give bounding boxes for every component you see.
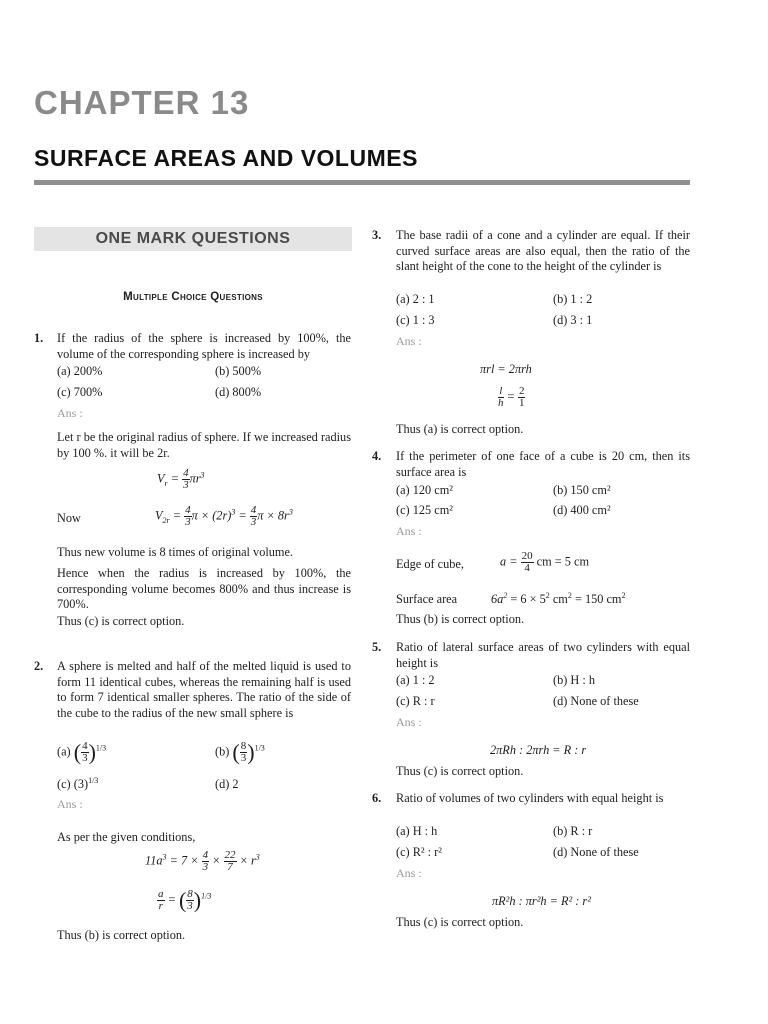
option-label: (b)	[215, 744, 230, 759]
solution-text: Thus (c) is correct option.	[396, 764, 524, 778]
solution-text: Hence when the radius is increased by 100%, the corresponding volume becomes 800% and thus increase is 700%.	[57, 566, 351, 612]
solution-text: Thus (b) is correct option.	[396, 612, 525, 626]
answer-label: Ans :	[396, 866, 422, 880]
equation: $V_r$ = $\frac{4}{3}$ $\pi r^3$	[157, 467, 205, 491]
question-number: 2.	[34, 659, 44, 673]
question-number: 6.	[372, 791, 382, 805]
option-a: (a) H : h	[396, 824, 438, 838]
frac-denominator: 3	[82, 752, 88, 764]
equation: a = $\frac{20}{4}$ cm = 5 cm	[500, 550, 590, 574]
question-text: Ratio of volumes of two cylinders with equal height is	[396, 791, 664, 805]
frac-numerator: 8	[240, 740, 247, 752]
equation: 2πRh : 2πrh = R : r	[490, 743, 587, 757]
question-number: 3.	[372, 228, 382, 242]
solution-text: Thus (b) is correct option.	[57, 928, 186, 942]
question-number: 4.	[372, 449, 382, 463]
option-d: (d) 400 cm²	[553, 503, 611, 517]
answer-label: Ans :	[396, 334, 422, 348]
option-b: (b) H : h	[553, 673, 596, 687]
surface-area-label: Surface area	[396, 592, 458, 606]
option-a: (a) 200%	[57, 364, 103, 378]
frac-numerator: 4	[82, 740, 88, 752]
exponent: 1/3	[95, 743, 107, 753]
equation: $\frac{l}{h}$ = $\frac{2}{1}$	[498, 385, 525, 409]
answer-label: Ans :	[396, 715, 422, 729]
option-c: (c) R² : r²	[396, 845, 442, 859]
eq-subscript: 2r	[162, 515, 170, 525]
option-b: (b) 1 : 2	[553, 292, 593, 306]
eq-lhs: V	[155, 508, 163, 523]
option-label: (a)	[57, 744, 71, 759]
option-a: (a) 2 : 1	[396, 292, 435, 306]
question-text: A sphere is melted and half of the melted liquid is used to form 11 identical cubes, whereas the remaining half is used to form 7 identical smaller spheres. The ratio of the side of the cube to the radius of the new small sphere is	[57, 659, 351, 720]
option-c: (c) R : r	[396, 694, 435, 708]
section-banner: ONE MARK QUESTIONS	[34, 227, 352, 251]
solution-text: Thus (c) is correct option.	[57, 614, 185, 628]
option-label: (c) (3)	[57, 777, 89, 791]
chapter-title: SURFACE AREAS AND VOLUMES	[34, 145, 418, 171]
option-b: (b) 150 cm²	[553, 483, 611, 497]
question-text: The base radii of a cone and a cylinder are equal. If their curved surface areas are also equal, then the ratio of the slant height of the cone to the height of the cylinder is	[396, 228, 690, 274]
frac-denominator: 3	[240, 752, 247, 764]
question-text: If the perimeter of one face of a cube is 20 cm, then its surface area is	[396, 449, 690, 479]
option-a: (a) 1 : 2	[396, 673, 435, 687]
eq-subscript: r	[164, 478, 168, 488]
option-a: (a) 120 cm²	[396, 483, 453, 497]
exponent: 1/3	[254, 743, 265, 753]
equation: $V_{2r}$ = $\frac{4}{3}$ $\pi \times (2r)^3$ = $\frac{4}{3}$ $\pi \times 8r^3$	[155, 504, 293, 528]
option-d: (d) None of these	[553, 845, 639, 859]
question-number: 1.	[34, 331, 44, 345]
answer-label: Ans :	[57, 406, 83, 420]
section-subheading: Multiple Choice Questions	[123, 291, 263, 303]
now-label: Now	[57, 511, 81, 525]
option-b: (b) 500%	[215, 364, 262, 378]
chapter-heading: CHAPTER 13	[34, 84, 250, 121]
equation: πrl = 2πrh	[480, 362, 532, 376]
equation: $11a^3 = 7$ × $\frac{4}{3}$ × $\frac{22}{7}$ × $r^3$	[145, 849, 260, 873]
question-text: If the radius of the sphere is increased by 100%, the volume of the corresponding sphere is increased by	[57, 331, 351, 361]
option-d: (d) 2	[215, 777, 239, 791]
eq-lhs: V	[157, 471, 165, 486]
option-c: (c) 1 : 3	[396, 313, 435, 327]
solution-text: Thus (a) is correct option.	[396, 422, 524, 436]
answer-label: Ans :	[396, 524, 422, 538]
solution-text: Thus new volume is 8 times of original volume.	[57, 545, 294, 559]
option-c: (c) 125 cm²	[396, 503, 453, 517]
option-b: (b) R : r	[553, 824, 593, 838]
answer-label: Ans :	[57, 797, 83, 811]
question-text: Ratio of lateral surface areas of two cylinders with equal height is	[396, 640, 690, 670]
option-c: (c) 700%	[57, 385, 103, 399]
edge-label: Edge of cube,	[396, 557, 464, 571]
option-d: (d) None of these	[553, 694, 639, 708]
option-d: (d) 3 : 1	[553, 313, 593, 327]
option-a: (a) ( $\frac{4}{3}$ )$^{1/3}$	[57, 739, 107, 765]
solution-text: Let r be the original radius of sphere. If we increased radius by 100 %. it will be 2r.	[57, 430, 351, 460]
equation: $6a^2 = 6 \times 5^2$ $cm^2 = 150$ $cm^2$	[491, 591, 626, 606]
equation: πR²h : πr²h = R² : r²	[492, 894, 591, 908]
question-number: 5.	[372, 640, 382, 654]
solution-text: Thus (c) is correct option.	[396, 915, 524, 929]
equation: $\frac{a}{r}$ = ( $\frac{8}{3}$ )$^{1/3}$	[158, 887, 212, 913]
option-b: (b) ( $\frac{8}{3}$ )$^{1/3}$	[215, 739, 265, 765]
exponent: 1/3	[88, 776, 99, 785]
option-d: (d) 800%	[215, 385, 262, 399]
solution-text: As per the given conditions,	[57, 830, 196, 844]
